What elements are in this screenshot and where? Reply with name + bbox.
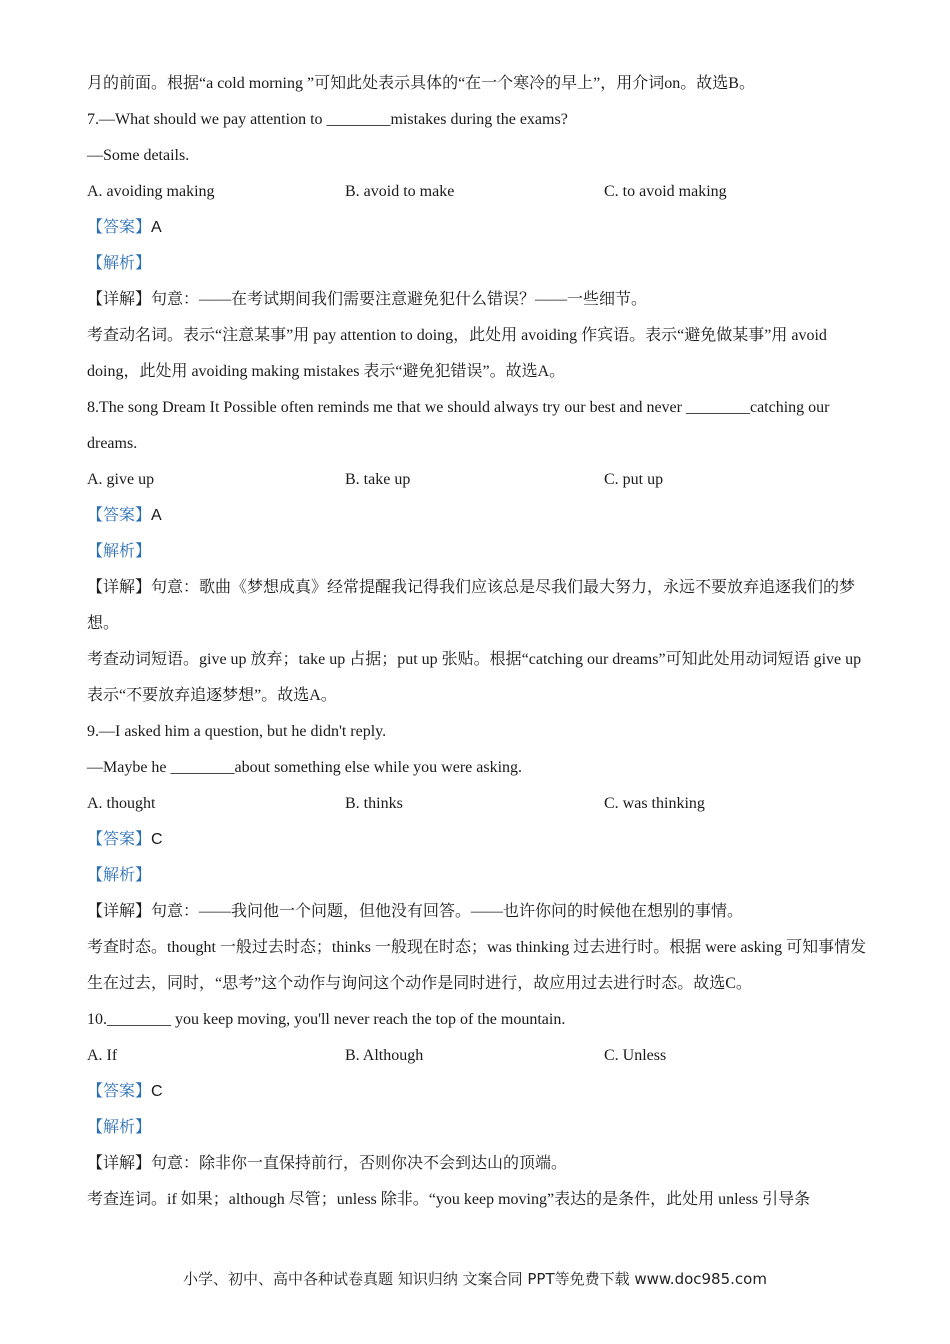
analysis-tag: 【解析】 [87, 255, 152, 272]
document-page [87, 66, 877, 1218]
explanation-translation: 【详解】句意：——在考试期间我们需要注意避免犯什么错误？——一些细节。 [87, 291, 648, 308]
question-7-stem: 7.—What should we pay attention to ________mistakes during the exams? [87, 111, 568, 128]
explanation-translation: 【详解】句意：——我问他一个问题，但他没有回答。——也许你问的时候他在想别的事情。 [87, 903, 744, 920]
explanation-detail: 考查连词。if 如果；although 尽管；unless 除非。“you keep moving”表达的是条件，此处用 unless 引导条 [87, 1191, 811, 1208]
question-9-options [87, 786, 877, 822]
answer-value: C [151, 1083, 163, 1100]
option-b: B. take up [345, 471, 411, 488]
explanation-detail: 考查时态。thought 一般过去时态；thinks 一般现在时态；was thinking 过去进行时。根据 were asking 可知事情发生在过去，同时，“思考”这个动作与询问这个动作是同时进行，故应用过去进行时态。故选C。 [87, 939, 867, 992]
option-a: A. thought [87, 795, 156, 812]
question-9-reply: —Maybe he ________about something else while you were asking. [87, 759, 523, 776]
question-7-options [87, 174, 877, 210]
option-a: A. give up [87, 471, 155, 488]
answer-tag: 【答案】 [87, 1083, 152, 1100]
answer-value: A [151, 507, 162, 524]
analysis-tag: 【解析】 [87, 543, 152, 560]
paragraph-line: 月的前面。根据“a cold morning ”可知此处表示具体的“在一个寒冷的早上”，用介词on。故选B。 [87, 75, 755, 92]
option-c: C. Unless [604, 1047, 667, 1064]
explanation-detail: 考查动名词。表示“注意某事”用 pay attention to doing，此处用 avoiding 作宾语。表示“避免做某事”用 avoid doing，此处用 avoiding making mistakes 表示“避免犯错误”。故选A。 [87, 327, 827, 380]
explanation-translation: 【详解】句意：除非你一直保持前行，否则你决不会到达山的顶端。 [87, 1155, 568, 1172]
answer-line [87, 1074, 877, 1110]
question-8-options [87, 462, 877, 498]
question-10-stem: 10.________ you keep moving, you'll never reach the top of the mountain. [87, 1011, 566, 1028]
answer-tag: 【答案】 [87, 831, 152, 848]
option-b: B. Although [345, 1047, 424, 1064]
option-a: A. If [87, 1047, 118, 1064]
answer-value: C [151, 831, 163, 848]
answer-value: A [151, 219, 162, 236]
analysis-tag: 【解析】 [87, 1119, 152, 1136]
answer-tag: 【答案】 [87, 219, 152, 236]
analysis-tag: 【解析】 [87, 867, 152, 884]
answer-line [87, 210, 877, 246]
explanation-translation: 【详解】句意：歌曲《梦想成真》经常提醒我记得我们应该总是尽我们最大努力，永远不要放弃追逐我们的梦想。 [87, 579, 856, 632]
answer-line [87, 498, 877, 534]
question-7-reply: —Some details. [87, 147, 190, 164]
option-a: A. avoiding making [87, 183, 215, 200]
answer-line [87, 822, 877, 858]
option-b: B. avoid to make [345, 183, 455, 200]
question-10-options [87, 1038, 877, 1074]
option-b: B. thinks [345, 795, 403, 812]
answer-tag: 【答案】 [87, 507, 152, 524]
option-c: C. was thinking [604, 795, 705, 812]
option-c: C. put up [604, 471, 664, 488]
explanation-detail: 考查动词短语。give up 放弃；take up 占据；put up 张贴。根据“catching our dreams”可知此处用动词短语 give up 表示“不要放弃追逐梦想”。故选A。 [87, 651, 862, 704]
page-footer: 小学、初中、高中各种试卷真题 知识归纳 文案合同 PPT等免费下载 www.doc985.com [183, 1270, 767, 1288]
option-c: C. to avoid making [604, 183, 727, 200]
question-9-stem: 9.—I asked him a question, but he didn't reply. [87, 723, 387, 740]
question-8-stem: 8.The song Dream It Possible often reminds me that we should always try our best and never ________catching our dreams. [87, 399, 830, 452]
